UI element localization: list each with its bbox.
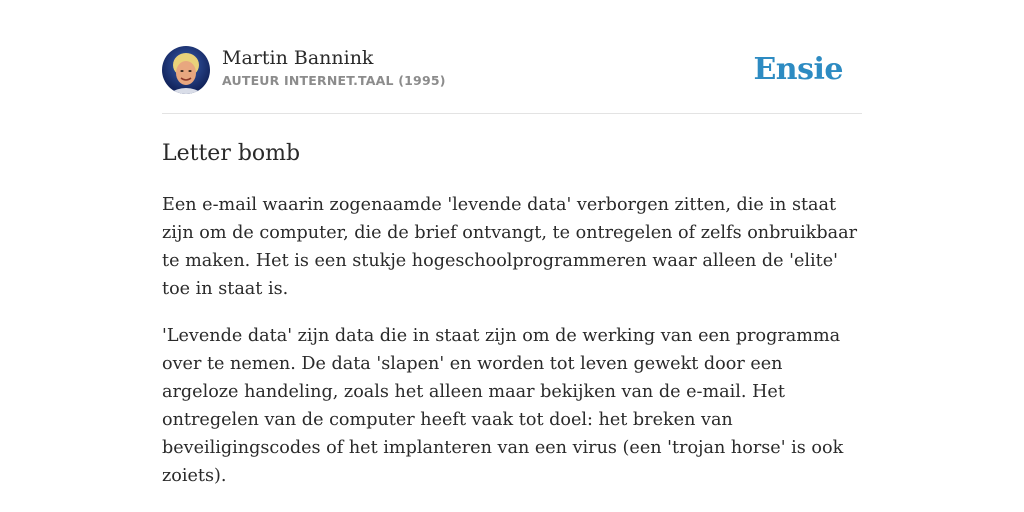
article-paragraph: Een e-mail waarin zogenaamde 'levende data' verborgen zitten, die in staat zijn om de computer, die de brief ontvangt, te ontregelen of zelfs onbruikbaar te maken. Het is een stukje hogeschoolprogrammeren waar alleen de 'elite' toe in staat is. — [162, 195, 858, 299]
author-subtitle — [222, 72, 446, 90]
article-body — [162, 191, 862, 490]
brand-logo[interactable]: Ensie — [753, 52, 843, 87]
author-role: AUTEUR INTERNET.TAAL — [222, 73, 394, 88]
author-year: (1995) — [398, 73, 446, 88]
author-avatar[interactable] — [162, 46, 210, 94]
author-header — [162, 46, 862, 114]
article-paragraph: 'Levende data' zijn data die in staat zijn om de werking van een programma over te nemen. De data 'slapen' en worden tot leven gewekt door een argeloze handeling, zoals het alleen maar bekijken van de e-mail. Het ontregelen van de computer heeft vaak tot doel: het breken van beveiligingscodes of het implanteren van een virus (een 'trojan horse' is ook zoiets). — [162, 326, 844, 486]
author-name[interactable]: Martin Bannink — [222, 47, 374, 69]
article-card — [162, 46, 862, 490]
author-info — [222, 46, 446, 90]
avatar-portrait-icon — [162, 46, 210, 94]
article-title: Letter bomb — [162, 141, 301, 166]
